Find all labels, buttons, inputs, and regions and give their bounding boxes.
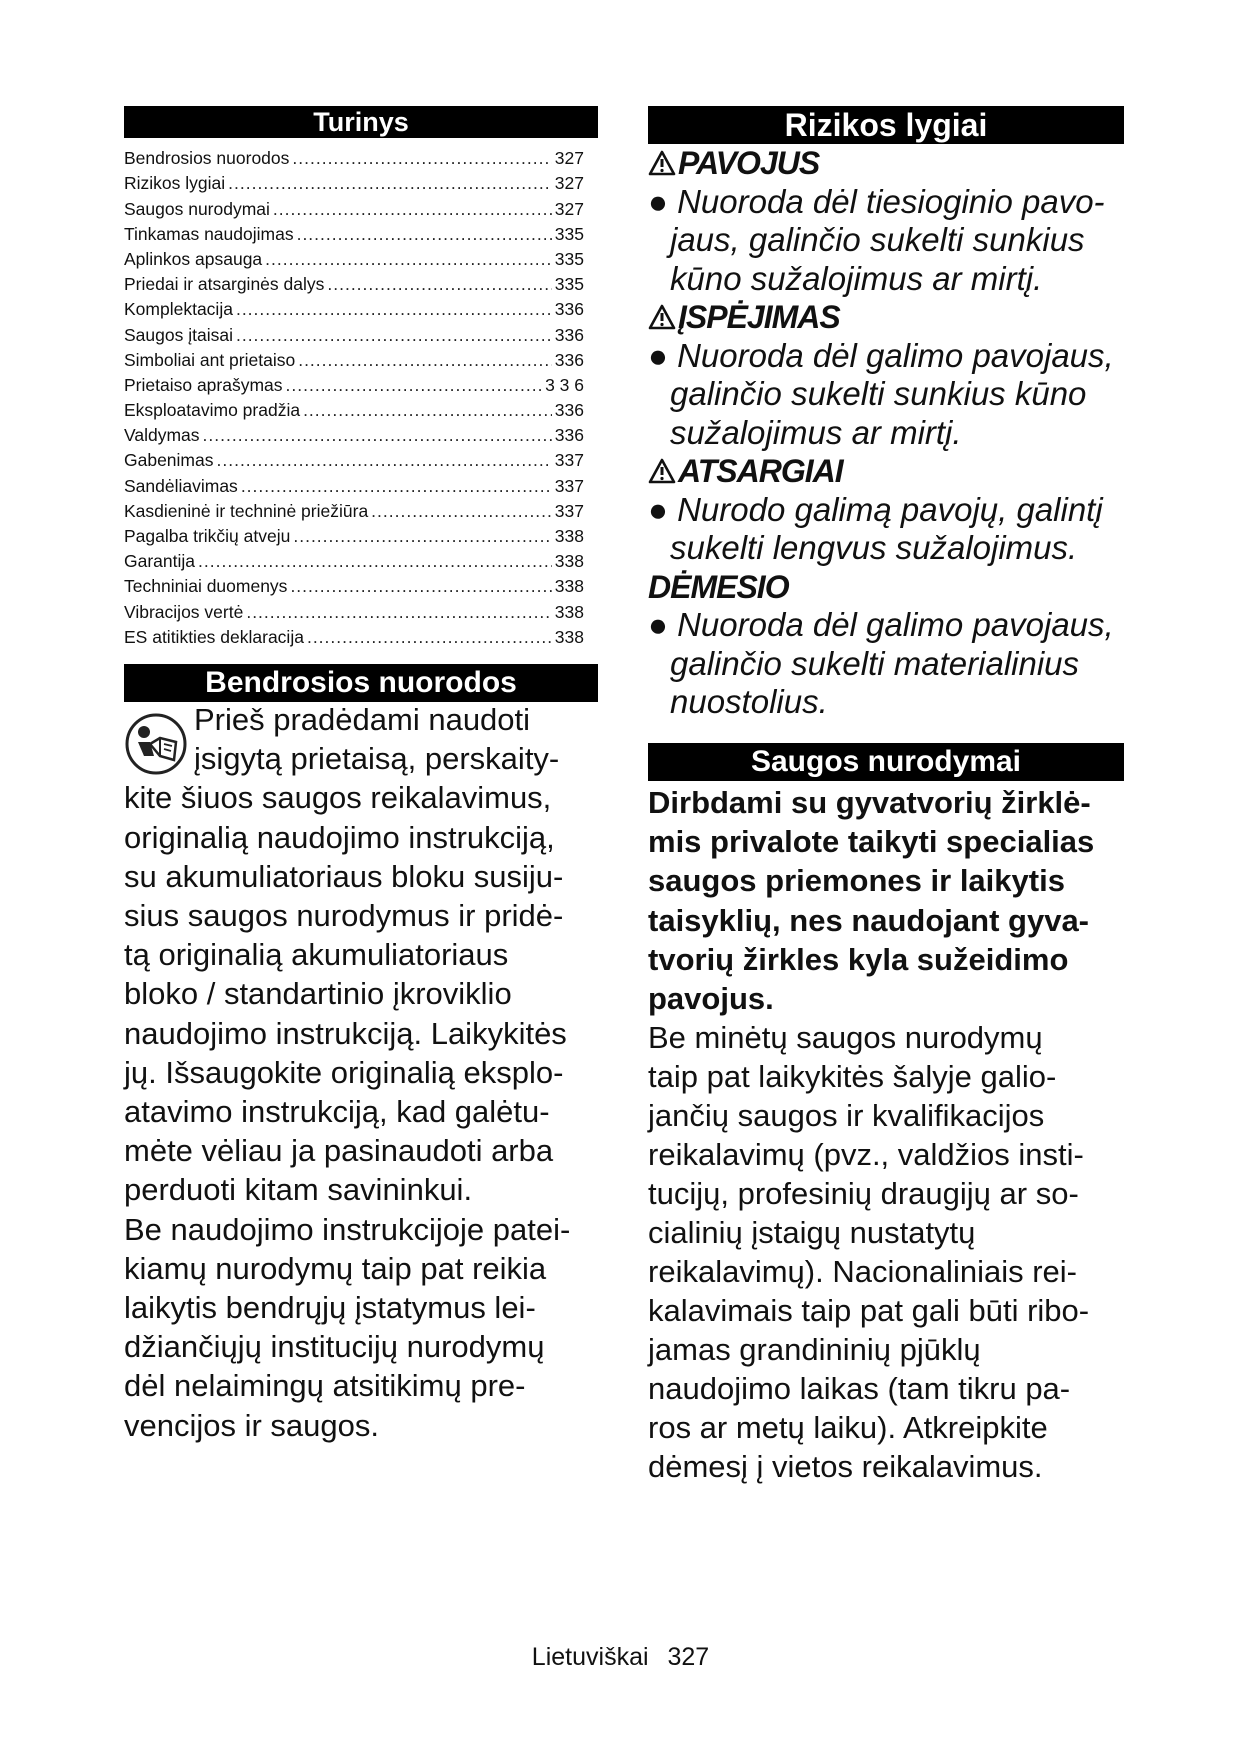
- toc-entry-page: 335: [554, 274, 584, 295]
- toc-entry[interactable]: [124, 599, 584, 624]
- text-line: naudojimo instrukciją. Laikykitės: [124, 1015, 567, 1051]
- table-of-contents: [124, 146, 584, 650]
- text-line: bloko / standartinio įkroviklio: [124, 976, 512, 1012]
- toc-entry[interactable]: [124, 398, 584, 423]
- toc-entry-title: Garantija: [124, 551, 196, 572]
- toc-entry[interactable]: [124, 574, 584, 599]
- safety-notes-bold-text: [648, 783, 1138, 1018]
- toc-entry[interactable]: [124, 247, 584, 272]
- toc-entry[interactable]: [124, 196, 584, 221]
- toc-entry-page: 338: [554, 576, 584, 597]
- toc-entry-title: Saugos nurodymai: [124, 198, 270, 219]
- safety-notes-text: [648, 1018, 1138, 1486]
- risk-level-text: sukelti lengvus sužalojimus.: [670, 529, 1078, 566]
- toc-entry[interactable]: [124, 625, 584, 650]
- text-line: mėte vėliau ja pasinaudoti arba: [124, 1133, 554, 1169]
- general-notes-heading-text: Bendrosios nuorodos: [205, 666, 517, 699]
- risk-level-name: ATSARGIAI: [678, 453, 843, 489]
- toc-leader-dots: [303, 398, 552, 423]
- toc-entry-title: Kasdieninė ir techninė priežiūra: [124, 500, 369, 521]
- toc-entry-title: Simboliai ant prietaiso: [124, 349, 296, 370]
- risk-level-name: ĮSPĖJIMAS: [678, 299, 840, 335]
- text-line: kalavimais taip pat gali būti ribo-: [648, 1293, 1090, 1328]
- toc-leader-dots: [307, 625, 552, 650]
- toc-entry-page: 336: [554, 324, 584, 345]
- toc-leader-dots: [236, 323, 552, 348]
- toc-leader-dots: [286, 373, 543, 398]
- toc-entry-title: Bendrosios nuorodos: [124, 148, 290, 169]
- text-line: pavojus.: [648, 981, 774, 1017]
- risk-level-text: galinčio sukelti sunkius kūno: [670, 375, 1087, 412]
- toc-leader-dots: [246, 600, 551, 625]
- text-line: cialinių įstaigų nustatytų: [648, 1215, 976, 1250]
- toc-entry-page: 3 3 6: [545, 374, 584, 395]
- toc-entry[interactable]: [124, 373, 584, 398]
- risk-level-title: [648, 144, 1138, 183]
- toc-leader-dots: [273, 197, 552, 222]
- toc-leader-dots: [327, 272, 551, 297]
- toc-entry-title: Priedai ir atsarginės dalys: [124, 274, 325, 295]
- toc-entry-page: 336: [554, 299, 584, 320]
- toc-entry-title: Pagalba trikčių atveju: [124, 526, 291, 546]
- toc-leader-dots: [198, 549, 552, 574]
- toc-entry-title: Eksploatavimo pradžia: [124, 400, 301, 421]
- text-line: Dirbdami su gyvatvorių žirklė-: [648, 785, 1091, 820]
- risk-level-text: ● Nurodo galimą pavojų, galintį: [648, 490, 1103, 528]
- toc-entry-page: 327: [554, 198, 584, 219]
- toc-entry[interactable]: [124, 524, 584, 549]
- text-line: taip pat laikykitės šalyje galio-: [648, 1059, 1057, 1094]
- toc-leader-dots: [236, 297, 552, 322]
- toc-entry-title: Prietaiso aprašymas: [124, 374, 283, 395]
- toc-leader-dots: [371, 499, 552, 524]
- toc-leader-dots: [265, 247, 552, 272]
- toc-entry-page: 338: [554, 526, 584, 546]
- page-footer: [0, 1643, 1241, 1672]
- toc-entry-page: 327: [554, 148, 584, 169]
- warning-triangle-icon: [648, 304, 676, 330]
- risk-levels-heading-text: Rizikos lygiai: [784, 107, 988, 143]
- text-line: tucijų, profesinių draugijų ar so-: [648, 1176, 1079, 1211]
- risk-level-text: ● Nuoroda dėl tiesioginio pavo-: [648, 182, 1105, 220]
- text-line: Be naudojimo instrukcijoje patei-: [124, 1211, 571, 1247]
- toc-entry[interactable]: [124, 222, 584, 247]
- risk-level-text: jaus, galinčio sukelti sunkius: [670, 221, 1085, 258]
- text-line: dėmesį į vietos reikalavimus.: [648, 1449, 1043, 1484]
- toc-entry-title: Aplinkos apsauga: [124, 248, 263, 269]
- toc-leader-dots: [297, 222, 552, 247]
- text-line: Prieš pradėdami naudoti: [194, 702, 531, 737]
- toc-leader-dots: [217, 448, 552, 473]
- text-line: perduoti kitam savininkui.: [124, 1172, 473, 1208]
- risk-level-title: [648, 298, 1138, 337]
- risk-level-text: sužalojimus ar mirtį.: [670, 413, 962, 451]
- toc-entry-title: Valdymas: [124, 425, 200, 446]
- toc-entry-title: Rizikos lygiai: [124, 173, 226, 194]
- text-line: Be minėtų saugos nurodymų: [648, 1020, 1043, 1055]
- toc-entry-page: 338: [554, 626, 584, 647]
- toc-entry[interactable]: [124, 499, 584, 524]
- toc-entry[interactable]: [124, 322, 584, 347]
- toc-entry[interactable]: [124, 348, 584, 373]
- text-line: tvorių žirkles kyla sužeidimo: [648, 941, 1069, 977]
- footer-page-number: 327: [667, 1643, 710, 1671]
- general-notes-text: [124, 700, 618, 1445]
- text-line: vencijos ir saugos.: [124, 1407, 380, 1443]
- text-line: jamas grandininių pjūklų: [648, 1332, 981, 1367]
- text-line: taisyklių, nes naudojant gyva-: [648, 902, 1090, 938]
- toc-leader-dots: [298, 348, 552, 373]
- text-line: sius saugos nurodymus ir pridė-: [124, 898, 564, 934]
- toc-entry-page: 336: [554, 425, 584, 446]
- risk-levels: [648, 144, 1138, 722]
- toc-entry[interactable]: [124, 171, 584, 196]
- toc-leader-dots: [293, 524, 551, 549]
- toc-leader-dots: [292, 146, 551, 171]
- toc-entry-page: 336: [554, 400, 584, 421]
- text-line: tą originalią akumuliatoriaus: [124, 937, 509, 973]
- safety-notes-heading-text: Saugos nurodymai: [750, 745, 1022, 778]
- toc-entry-page: 335: [554, 248, 584, 269]
- toc-heading: [124, 106, 598, 138]
- risk-level-name: DĖMESIO: [648, 568, 789, 605]
- risk-level-text: galinčio sukelti materialinius: [670, 644, 1080, 682]
- toc-entry[interactable]: [124, 272, 584, 297]
- toc-entry[interactable]: [124, 473, 584, 498]
- footer-language: Lietuviškai: [531, 1643, 649, 1671]
- toc-heading-text: Turinys: [313, 107, 409, 137]
- text-line: originalią naudojimo instrukciją,: [124, 819, 555, 855]
- toc-entry-title: Techniniai duomenys: [124, 576, 288, 597]
- risk-level-text: nuostolius.: [670, 683, 828, 720]
- risk-level-name: PAVOJUS: [678, 145, 820, 181]
- safety-notes-heading: [648, 743, 1124, 781]
- text-line: jų. Išsaugokite originalią eksplo-: [124, 1054, 564, 1090]
- toc-leader-dots: [228, 171, 552, 196]
- text-line: naudojimo laikas (tam tikru pa-: [648, 1371, 1071, 1406]
- text-line: ros ar metų laiku). Atkreipkite: [648, 1410, 1048, 1445]
- toc-entry-page: 336: [554, 349, 584, 370]
- toc-leader-dots: [203, 423, 552, 448]
- risk-level-text: kūno sužalojimus ar mirtį.: [670, 259, 1043, 297]
- text-line: su akumuliatoriaus bloku susiju-: [124, 858, 564, 894]
- toc-entry-page: 337: [554, 500, 584, 521]
- risk-levels-heading: [648, 106, 1124, 144]
- warning-triangle-icon: [648, 150, 676, 176]
- toc-entry-page: 338: [554, 601, 584, 622]
- toc-leader-dots: [241, 474, 552, 499]
- risk-level-title: [648, 452, 1138, 491]
- toc-entry[interactable]: [124, 423, 584, 448]
- toc-entry-page: 337: [554, 450, 584, 471]
- toc-entry-title: Komplektacija: [124, 299, 233, 320]
- text-line: dėl nelaimingų atsitikimų pre-: [124, 1368, 526, 1404]
- warning-triangle-icon: [648, 458, 676, 484]
- text-line: reikalavimų). Nacionaliniais rei-: [648, 1254, 1077, 1289]
- risk-level-text: ● Nuoroda dėl galimo pavojaus,: [648, 606, 1114, 643]
- toc-entry-page: 338: [554, 551, 584, 572]
- text-line: saugos priemones ir laikytis: [648, 863, 1065, 899]
- toc-entry-title: Saugos įtaisai: [124, 324, 233, 345]
- toc-entry-page: 337: [554, 475, 584, 496]
- text-line: jančių saugos ir kvalifikacijos: [648, 1098, 1045, 1133]
- risk-level-text: ● Nuoroda dėl galimo pavojaus,: [648, 336, 1114, 374]
- text-line: reikalavimų (pvz., valdžios insti-: [648, 1137, 1084, 1172]
- toc-entry[interactable]: [124, 448, 584, 473]
- toc-entry[interactable]: [124, 146, 584, 171]
- general-notes-heading: [124, 664, 598, 702]
- text-line: kite šiuos saugos reikalavimus,: [124, 780, 552, 816]
- toc-entry-title: Tinkamas naudojimas: [124, 223, 294, 244]
- text-line: mis privalote taikyti specialias: [648, 824, 1095, 860]
- text-line: džiančiųjų institucijų nurodymų: [124, 1329, 545, 1365]
- toc-entry-page: 327: [554, 173, 584, 194]
- toc-leader-dots: [290, 574, 551, 599]
- toc-entry-title: ES atitikties deklaracija: [124, 626, 304, 647]
- text-line: laikytis bendrųjų įstatymus lei-: [124, 1290, 536, 1326]
- toc-entry-title: Gabenimas: [124, 450, 214, 471]
- toc-entry-title: Sandėliavimas: [124, 475, 238, 496]
- toc-entry[interactable]: [124, 297, 584, 322]
- text-line: įsigytą prietaisą, perskaity-: [194, 741, 560, 777]
- text-line: kiamų nurodymų taip pat reikia: [124, 1250, 547, 1286]
- risk-level-title: [648, 568, 1138, 607]
- toc-entry-title: Vibracijos vertė: [124, 601, 244, 622]
- toc-entry-page: 335: [554, 223, 584, 244]
- toc-entry[interactable]: [124, 549, 584, 574]
- text-line: atavimo instrukciją, kad galėtu-: [124, 1094, 550, 1130]
